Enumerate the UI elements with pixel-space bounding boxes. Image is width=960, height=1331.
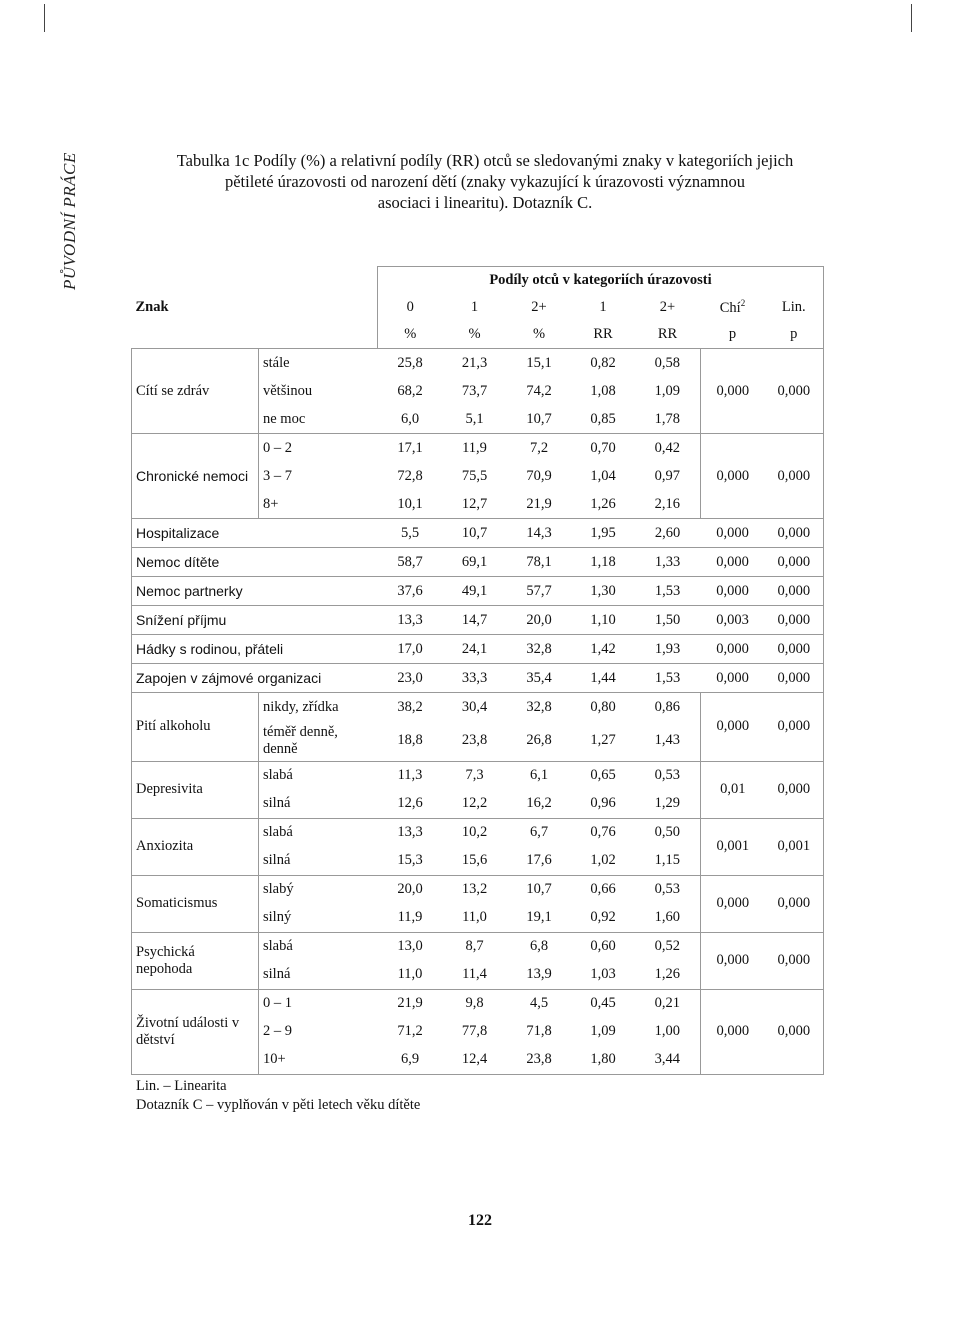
row-label: Hospitalizace	[132, 519, 378, 548]
value-cell: 1,53	[635, 664, 701, 693]
unit-header: RR	[635, 321, 701, 349]
column-header: 0	[378, 294, 443, 321]
table-row	[132, 606, 824, 635]
sub-label: ne moc	[259, 405, 378, 434]
value-cell: 1,27	[572, 721, 635, 761]
row-label: Snížení příjmu	[132, 606, 378, 635]
znak-header: Znak	[135, 299, 169, 315]
table-cell	[132, 267, 259, 295]
value-cell: 10,2	[461, 824, 488, 840]
value-cell: 11,0	[378, 961, 443, 990]
crop-mark	[911, 4, 912, 32]
value-cell: 0,52	[654, 938, 680, 954]
value-cell: 6,1	[529, 767, 549, 783]
chi-cell: 0,000	[701, 932, 765, 989]
page-number: 122	[468, 1212, 492, 1229]
value-cell: 23,8	[443, 721, 507, 761]
value-cell: 0,45	[590, 995, 616, 1011]
value-cell: 0,000	[701, 635, 765, 664]
sub-label: 2 – 9	[263, 1023, 292, 1039]
value-cell: 58,7	[378, 548, 443, 577]
value-cell: 13,3	[378, 606, 443, 635]
column-header: 2+	[531, 299, 547, 315]
unit-header: %	[507, 321, 572, 349]
lin-cell: 0,000	[765, 761, 824, 818]
sub-label: silná	[259, 961, 378, 990]
value-cell: 12,4	[443, 1046, 507, 1075]
table-row	[132, 267, 824, 295]
row-label: Hádky s rodinou, přáteli	[132, 635, 378, 664]
sub-label: slabá	[263, 824, 293, 840]
caption-line: pětileté úrazovosti od narození dětí (znaky vykazující k úrazovosti významnou	[224, 172, 746, 191]
value-cell: 1,00	[654, 1023, 680, 1039]
sub-label: většinou	[263, 382, 313, 399]
value-cell: 0,80	[590, 698, 616, 715]
table-row	[132, 577, 824, 606]
value-cell: 0,003	[701, 606, 765, 635]
section-label: PŮVODNÍ PRÁCE	[60, 152, 79, 290]
table-row	[132, 761, 824, 790]
value-cell: 1,09	[654, 382, 680, 399]
sub-label: 3 – 7	[263, 467, 292, 484]
sub-label: stále	[263, 354, 290, 371]
table-row	[132, 548, 824, 577]
value-cell: 1,53	[635, 577, 701, 606]
value-cell: 11,9	[462, 439, 487, 456]
value-cell: 12,7	[443, 490, 507, 519]
lin-cell: 0,001	[765, 818, 824, 875]
table-row	[132, 434, 824, 463]
table-cell	[259, 321, 378, 349]
chi-cell: 0,000	[701, 693, 765, 762]
group-label: Depresivita	[132, 761, 259, 818]
chi-cell: 0,001	[701, 818, 765, 875]
footnote-line: Dotazník C – vyplňován v pěti letech věku dítěte	[136, 1097, 421, 1113]
value-cell: 15,3	[378, 847, 443, 876]
value-cell: 13,3	[397, 824, 423, 840]
value-cell: 1,44	[572, 664, 635, 693]
sub-label: téměř denně, denně	[259, 721, 378, 761]
value-cell: 57,7	[507, 577, 572, 606]
value-cell: 17,6	[507, 847, 572, 876]
group-label: Životní události v dětství	[132, 989, 259, 1074]
row-label: Nemoc partnerky	[132, 577, 378, 606]
table-row	[132, 635, 824, 664]
value-cell: 6,8	[529, 938, 549, 954]
value-cell: 1,43	[635, 721, 701, 761]
group-label: Anxiozita	[132, 818, 259, 875]
value-cell: 2,16	[635, 490, 701, 519]
value-cell: 0,70	[590, 439, 616, 456]
group-label: Pití alkoholu	[132, 693, 259, 762]
data-table	[131, 266, 824, 1075]
value-cell: 32,8	[526, 698, 552, 715]
value-cell: 75,5	[461, 467, 488, 484]
row-label: Nemoc dítěte	[132, 548, 378, 577]
value-cell: 18,8	[378, 721, 443, 761]
value-cell: 1,93	[635, 635, 701, 664]
value-cell: 0,82	[590, 354, 616, 371]
value-cell: 17,1	[397, 439, 423, 456]
value-cell: 0,66	[590, 881, 616, 897]
chi-cell: 0,000	[701, 875, 765, 932]
sub-label: silná	[259, 847, 378, 876]
table-row	[132, 875, 824, 904]
value-cell: 5,1	[443, 405, 507, 434]
value-cell: 10,7	[443, 519, 507, 548]
value-cell: 2,60	[635, 519, 701, 548]
table-row	[132, 519, 824, 548]
column-header-label: Chí$^2$	[719, 298, 746, 316]
table-row	[132, 989, 824, 1018]
value-cell: 1,26	[635, 961, 701, 990]
column-header: 1	[470, 299, 479, 315]
value-cell: 6,9	[378, 1046, 443, 1075]
value-cell: 72,8	[397, 467, 423, 484]
table-row	[132, 294, 824, 321]
value-cell: 0,000	[765, 635, 824, 664]
lin-cell: 0,000	[765, 434, 824, 519]
value-cell: 0,85	[572, 405, 635, 434]
value-cell: 74,2	[526, 382, 552, 399]
value-cell: 19,1	[507, 904, 572, 933]
superscript: 2	[740, 298, 746, 309]
sub-label: 0 – 2	[263, 439, 292, 456]
value-cell: 13,9	[507, 961, 572, 990]
value-cell: 1,03	[572, 961, 635, 990]
chi-cell: 0,000	[701, 434, 765, 519]
value-cell: 24,1	[443, 635, 507, 664]
value-cell: 10,1	[378, 490, 443, 519]
value-cell: 0,000	[701, 577, 765, 606]
value-cell: 0,50	[654, 824, 680, 840]
sub-label: slabá	[263, 938, 293, 954]
value-cell: 15,6	[443, 847, 507, 876]
column-header: 2+	[659, 299, 676, 315]
value-cell: 6,7	[529, 824, 549, 840]
value-cell: 5,5	[378, 519, 443, 548]
value-cell: 11,4	[443, 961, 507, 990]
value-cell: 1,29	[635, 790, 701, 819]
value-cell: 1,30	[572, 577, 635, 606]
value-cell: 73,7	[461, 382, 488, 399]
lin-cell: 0,000	[765, 989, 824, 1074]
value-cell: 77,8	[461, 1023, 488, 1039]
value-cell: 71,8	[526, 1023, 552, 1039]
value-cell: 1,08	[590, 382, 616, 399]
value-cell: 17,0	[378, 635, 443, 664]
value-cell: 37,6	[378, 577, 443, 606]
group-label: Chronické nemoci	[132, 434, 259, 519]
value-cell: 11,9	[378, 904, 443, 933]
value-cell: 1,15	[635, 847, 701, 876]
sub-label: 8+	[259, 490, 378, 519]
value-cell: 68,2	[397, 382, 423, 399]
sub-label: 10+	[259, 1046, 378, 1075]
chi-cell: 0,000	[701, 989, 765, 1074]
value-cell: 14,7	[443, 606, 507, 635]
value-cell: 0,92	[572, 904, 635, 933]
value-cell: 71,2	[397, 1023, 423, 1039]
value-cell: 0,000	[765, 548, 824, 577]
row-label: Zapojen v zájmové organizaci	[132, 664, 378, 693]
group-label: Cítí se zdráv	[132, 349, 259, 434]
value-cell: 1,78	[635, 405, 701, 434]
value-cell: 0,42	[654, 439, 680, 456]
value-cell: 21,3	[461, 354, 488, 371]
value-cell: 6,0	[378, 405, 443, 434]
lin-cell: 0,000	[765, 349, 824, 434]
value-cell: 1,50	[635, 606, 701, 635]
lin-cell: 0,000	[765, 932, 824, 989]
group-label: Psychická nepohoda	[132, 932, 259, 989]
footnote-line: Lin. – Linearita	[136, 1078, 227, 1094]
lin-cell: 0,000	[765, 693, 824, 762]
value-cell: 69,1	[443, 548, 507, 577]
table-row	[132, 664, 824, 693]
value-cell: 0,97	[654, 467, 680, 484]
crop-mark	[44, 4, 45, 32]
chi-cell: 0,000	[701, 349, 765, 434]
unit-header: p	[765, 321, 824, 349]
value-cell: 23,8	[507, 1046, 572, 1075]
sub-label: 0 – 1	[263, 995, 292, 1011]
value-cell: 21,9	[397, 995, 423, 1011]
value-cell: 1,80	[572, 1046, 635, 1075]
group-header: Podíly otců v kategoriích úrazovosti	[378, 267, 824, 295]
table-row	[132, 932, 824, 961]
value-cell: 0,000	[765, 606, 824, 635]
value-cell: 15,1	[526, 354, 552, 371]
value-cell: 38,2	[397, 698, 423, 715]
value-cell: 70,9	[526, 467, 552, 484]
value-cell: 0,65	[590, 767, 616, 783]
value-cell: 10,7	[526, 881, 552, 897]
value-cell: 7,3	[465, 767, 484, 783]
value-cell: 1,60	[635, 904, 701, 933]
value-cell: 32,8	[507, 635, 572, 664]
table-row	[132, 321, 824, 349]
value-cell: 0,000	[765, 577, 824, 606]
table-row	[132, 818, 824, 847]
value-cell: 0,000	[765, 519, 824, 548]
column-header	[701, 294, 765, 321]
value-cell: 0,53	[654, 881, 680, 897]
value-cell: 9,8	[465, 995, 484, 1011]
value-cell: 21,9	[507, 490, 572, 519]
sub-label: slabý	[263, 881, 294, 897]
value-cell: 0,000	[701, 664, 765, 693]
caption-line: Tabulka 1c Podíly (%) a relativní podíly (RR) otců se sledovanými znaky v kategoriích jejich	[176, 151, 794, 170]
value-cell: 1,09	[590, 1023, 616, 1039]
value-cell: 0,76	[590, 824, 616, 840]
unit-header: RR	[572, 321, 635, 349]
value-cell: 0,86	[654, 698, 680, 715]
value-cell: 1,02	[572, 847, 635, 876]
value-cell: 0,58	[654, 354, 680, 371]
value-cell: 0,60	[590, 938, 616, 954]
column-header: 1	[599, 299, 607, 315]
sub-label: silný	[259, 904, 378, 933]
value-cell: 1,33	[635, 548, 701, 577]
value-cell: 1,04	[590, 467, 616, 484]
value-cell: 26,8	[507, 721, 572, 761]
value-cell: 23,0	[378, 664, 443, 693]
lin-cell: 0,000	[765, 875, 824, 932]
value-cell: 12,2	[443, 790, 507, 819]
value-cell: 0,96	[572, 790, 635, 819]
value-cell: 0,21	[654, 995, 680, 1011]
value-cell: 10,7	[507, 405, 572, 434]
sub-label: nikdy, zřídka	[263, 698, 339, 715]
sub-label: slabá	[263, 767, 293, 783]
unit-header: %	[378, 321, 443, 349]
sub-label: silná	[259, 790, 378, 819]
value-cell: 1,10	[572, 606, 635, 635]
value-cell: 33,3	[443, 664, 507, 693]
value-cell: 0,000	[765, 664, 824, 693]
footnotes	[136, 1077, 420, 1115]
chi-cell: 0,01	[701, 761, 765, 818]
value-cell: 4,5	[529, 995, 549, 1011]
value-cell: 78,1	[507, 548, 572, 577]
table-cell	[259, 267, 378, 295]
table-row	[132, 349, 824, 378]
value-cell: 20,0	[397, 881, 423, 897]
unit-header: %	[443, 321, 507, 349]
value-cell: 12,6	[378, 790, 443, 819]
value-cell: 49,1	[443, 577, 507, 606]
column-header: Lin.	[765, 294, 824, 321]
group-label: Somaticismus	[132, 875, 259, 932]
table-caption	[150, 150, 820, 213]
value-cell: 11,0	[443, 904, 507, 933]
value-cell: 3,44	[635, 1046, 701, 1075]
value-cell: 20,0	[507, 606, 572, 635]
value-cell: 1,18	[572, 548, 635, 577]
table-cell	[132, 321, 259, 349]
caption-line: asociaci i linearitu). Dotazník C.	[377, 193, 593, 212]
value-cell: 30,4	[461, 698, 488, 715]
table-row	[132, 693, 824, 722]
value-cell: 14,3	[507, 519, 572, 548]
value-cell: 1,42	[572, 635, 635, 664]
value-cell: 8,7	[465, 938, 484, 954]
value-cell: 35,4	[507, 664, 572, 693]
value-cell: 16,2	[507, 790, 572, 819]
unit-header: p	[701, 321, 765, 349]
value-cell: 7,2	[529, 439, 549, 456]
value-cell: 0,000	[701, 548, 765, 577]
value-cell: 0,000	[701, 519, 765, 548]
value-cell: 1,26	[572, 490, 635, 519]
value-cell: 11,3	[397, 767, 423, 783]
value-cell: 13,2	[461, 881, 488, 897]
value-cell: 1,95	[572, 519, 635, 548]
value-cell: 13,0	[397, 938, 423, 954]
value-cell: 0,53	[654, 767, 680, 783]
value-cell: 25,8	[397, 354, 423, 371]
